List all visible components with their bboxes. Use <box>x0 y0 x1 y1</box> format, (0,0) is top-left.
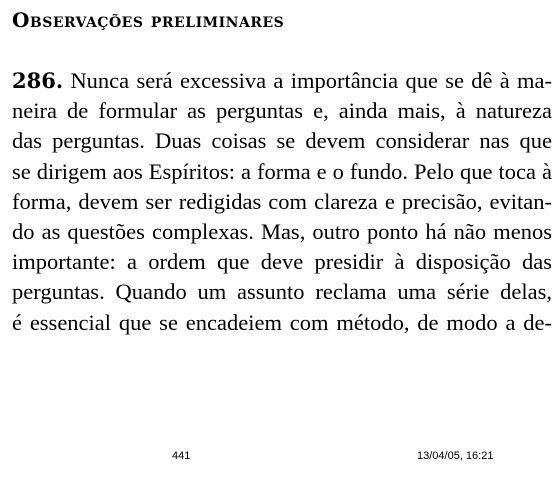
paragraph-line: perguntas. Quando um assunto reclama uma série delas, <box>12 279 552 305</box>
paragraph-line: neira de formular as perguntas e, ainda mais, à natureza <box>12 98 552 124</box>
paragraph-number: 286. <box>12 68 64 93</box>
paragraph-line: das perguntas. Duas coisas se devem considerar nas que <box>12 128 552 154</box>
paragraph-286 <box>12 66 552 338</box>
paragraph-line <box>12 66 552 96</box>
paragraph-line: importante: a ordem que deve presidir à disposição das <box>12 249 552 275</box>
paragraph-line: se dirigem aos Espíritos: a forma e o fundo. Pelo que toca à <box>12 158 552 184</box>
paragraph-line: do as questões complexas. Mas, outro ponto há não menos <box>12 218 552 244</box>
paragraph-line-text: Nunca será excessiva a importância que se dê à ma- <box>70 68 552 93</box>
footer-timestamp: 13/04/05, 16:21 <box>417 450 494 462</box>
paragraph-line: é essencial que se encadeiem com método, de modo a de- <box>12 309 552 335</box>
paragraph-line: forma, devem ser redigidas com clareza e precisão, evitan- <box>12 188 552 214</box>
section-heading: Observações preliminares <box>12 8 285 32</box>
footer-page-number: 441 <box>172 450 191 462</box>
